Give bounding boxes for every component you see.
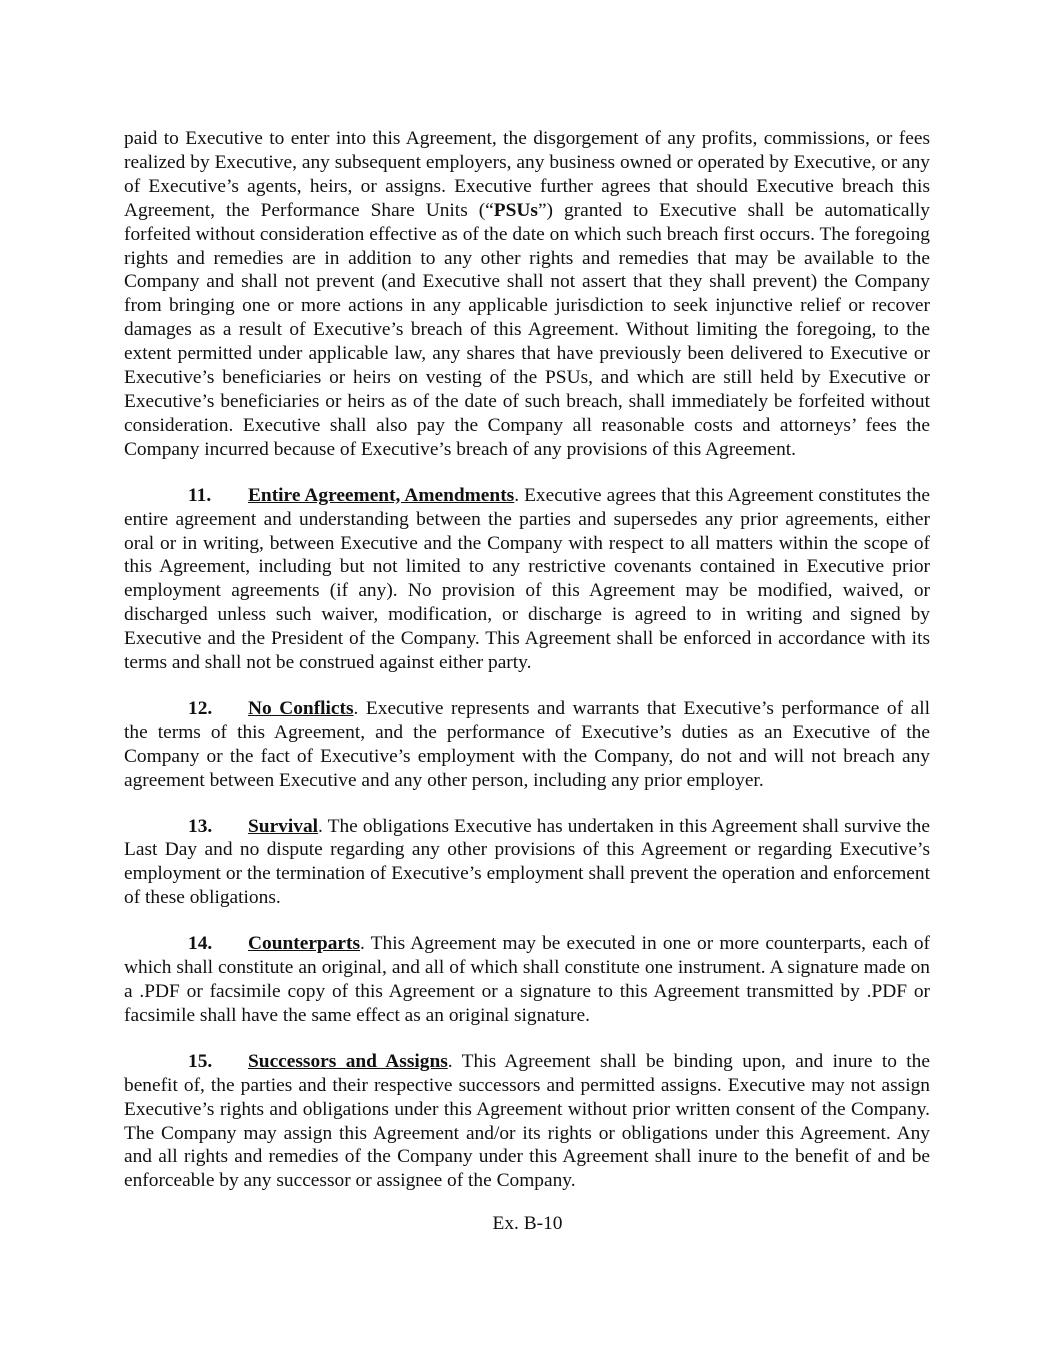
section-number: 13.: [188, 815, 213, 837]
intro-text-2: ”) granted to Executive shall be automatically forfeited without consideration effective as of the date on which such breach first occurs. The foregoing rights and remedies are in addition to any other rights and remedies that may be available to the Company and shall not prevent (and Executive shall not assert that they shall prevent) the Company from bringing one or more actions in any applicable jurisdiction to seek injunctive relief or recover damages as a result of Executive’s breach of this Agreement. Without limiting the foregoing, to the extent permitted under applicable law, any shares that have previously been delivered to Executive or Executive’s beneficiaries or heirs on vesting of the PSUs, and which are still held by Executive or Executive’s beneficiaries or heirs as of the date of such breach, shall immediately be forfeited without consideration. Executive shall also pay the Company all reasonable costs and attorneys’ fees the Company incurred because of Executive’s breach of any provisions of this Agreement.: [124, 199, 930, 460]
section-13: [124, 815, 930, 911]
section-14: [124, 932, 930, 1028]
section-heading: Successors and Assigns: [248, 1050, 448, 1072]
section-heading: No Conflicts: [248, 697, 354, 719]
section-body: . Executive agrees that this Agreement constitutes the entire agreement and understanding between the parties and supersedes any prior agreements, either oral or in writing, between Executive and the Company with respect to all matters within the scope of this Agreement, including but not limited to any restrictive covenants contained in Executive prior employment agreements (if any). No provision of this Agreement may be modified, waived, or discharged unless such waiver, modification, or discharge is agreed to in writing and signed by Executive and the President of the Company. This Agreement shall be enforced in accordance with its terms and shall not be construed against either party.: [124, 484, 931, 674]
intro-text-1: paid to Executive to enter into this Agreement, the disgorgement of any profits, commissions, or fees realized by Executive, any subsequent employers, any business owned or operated by Executive, or any of Executive’s agents, heirs, or assigns. Executive further agrees that should Executive breach this Agreement, the Performance Share Units (“: [124, 128, 930, 221]
section-heading: Counterparts: [248, 933, 361, 955]
section-number: 14.: [188, 933, 213, 955]
document-page: [124, 127, 930, 1215]
section-body: . This Agreement may be executed in one or more counterparts, each of which shall constitute an original, and all of which shall constitute one instrument. A signature made on a .PDF or facsimile copy of this Agreement or a signature to this Agreement transmitted by .PDF or facsimile shall have the same effect as an original signature.: [124, 933, 930, 1026]
intro-paragraph: [124, 127, 930, 462]
section-15: [124, 1050, 930, 1193]
page-footer: [0, 1212, 1055, 1236]
section-body: . The obligations Executive has undertaken in this Agreement shall survive the Last Day and no dispute regarding any other provisions of this Agreement or regarding Executive’s employment or the termination of Executive’s employment shall prevent the operation and enforcement of these obligations.: [124, 815, 930, 909]
section-number: 15.: [188, 1050, 213, 1072]
section-heading: Entire Agreement, Amendments: [248, 484, 515, 506]
section-body: . Executive represents and warrants that Executive’s performance of all the terms of this Agreement, and the performance of Executive’s duties as an Executive of the Company or the fact of Executive’s employment with the Company, do not and will not breach any agreement between Executive and any other person, including any prior employer.: [124, 697, 930, 791]
section-number: 11.: [188, 484, 212, 506]
section-12: [124, 697, 930, 793]
section-body: . This Agreement shall be binding upon, and inure to the benefit of, the parties and their respective successors and permitted assigns. Executive may not assign Executive’s rights and obligations under this Agreement without prior written consent of the Company. The Company may assign this Agreement and/or its rights or obligations under this Agreement. Any and all rights and remedies of the Company under this Agreement shall inure to the benefit of and be enforceable by any successor or assignee of the Company.: [124, 1050, 930, 1192]
section-number: 12.: [188, 697, 213, 719]
page-number: Ex. B-10: [492, 1213, 563, 1234]
psus-defined-term: PSUs: [493, 199, 538, 221]
section-heading: Survival: [248, 815, 319, 837]
section-11: [124, 484, 930, 675]
